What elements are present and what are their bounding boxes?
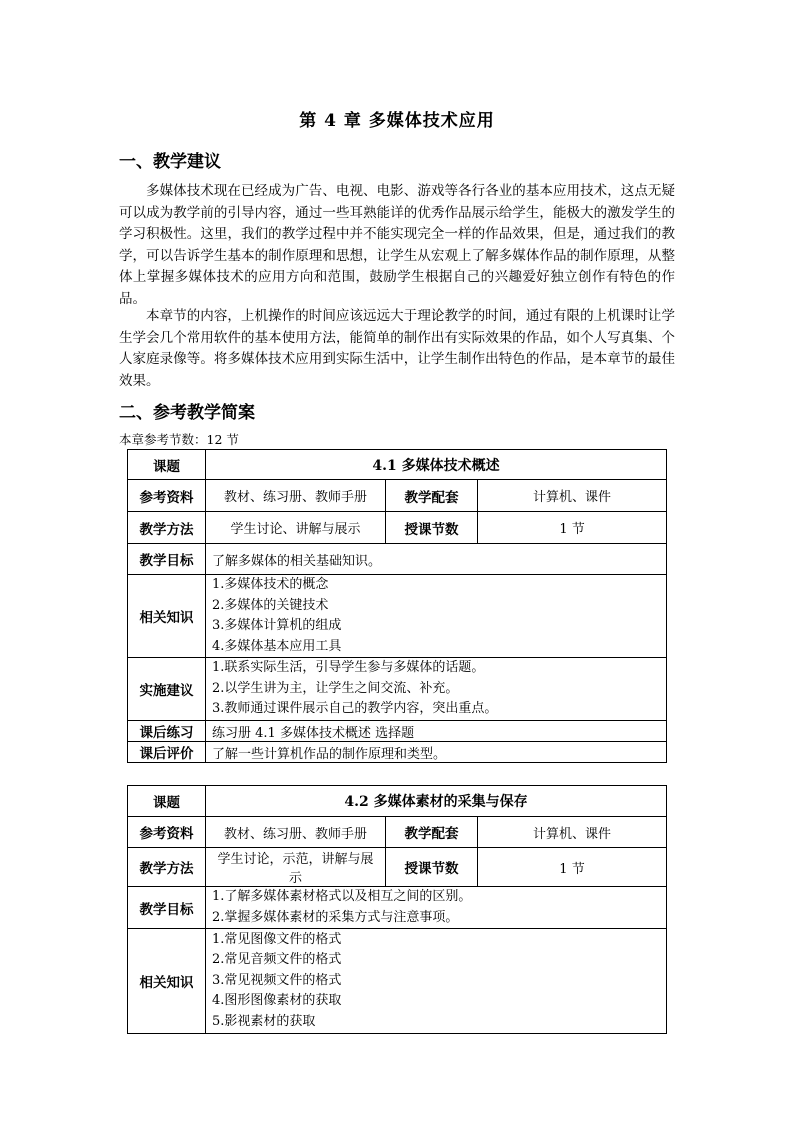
goal-item: 2.掌握多媒体素材的采集方式与注意事项。 bbox=[212, 909, 459, 925]
implementation-item: 1.联系实际生活，引导学生参与多媒体的话题。 bbox=[212, 660, 485, 676]
exercise-value: 练习册 4.1 多媒体技术概述 选择题 bbox=[206, 721, 667, 742]
method-label: 教学方法 bbox=[128, 512, 206, 544]
goal-label: 教学目标 bbox=[128, 887, 206, 929]
knowledge-item: 2.常见音频文件的格式 bbox=[212, 952, 342, 968]
topic-label: 课题 bbox=[128, 450, 206, 480]
implementation-item: 3.教师通过课件展示自己的教学内容，突出重点。 bbox=[212, 701, 498, 717]
lesson-count-note: 本章参考节数：12 节 bbox=[119, 432, 239, 447]
paragraph-2: 本章节的内容，上机操作的时间应该远远大于理论教学的时间，通过有限的上机课时让学生学会几个常用软件的基本使用方法，能简单的制作出有实际效果的作品，如个人写真集、个人家庭录像等。将多媒体技术应用到实际生活中，让学生制作出特色的作品，是本章节的最佳效果。 bbox=[119, 308, 675, 389]
implementation-list bbox=[206, 658, 667, 721]
goal-value: 了解多媒体的相关基础知识。 bbox=[206, 544, 667, 575]
knowledge-item: 3.多媒体计算机的组成 bbox=[212, 618, 342, 633]
hours-label: 授课节数 bbox=[386, 512, 478, 544]
knowledge-item: 1.常见图像文件的格式 bbox=[212, 931, 342, 947]
implementation-item: 2.以学生讲为主，让学生之间交流、补充。 bbox=[212, 680, 459, 696]
chapter-title: 第 4 章 多媒体技术应用 bbox=[299, 111, 495, 131]
knowledge-item: 3.常见视频文件的格式 bbox=[212, 972, 342, 988]
knowledge-list bbox=[206, 929, 667, 1034]
implementation-label: 实施建议 bbox=[128, 658, 206, 721]
equipment-label: 教学配套 bbox=[386, 817, 478, 848]
evaluation-label: 课后评价 bbox=[128, 742, 206, 763]
goal-label: 教学目标 bbox=[128, 544, 206, 575]
exercise-label: 课后练习 bbox=[128, 721, 206, 742]
knowledge-item: 1.多媒体技术的概念 bbox=[212, 577, 329, 592]
hours-value: 1 节 bbox=[478, 512, 667, 544]
knowledge-label: 相关知识 bbox=[128, 575, 206, 658]
hours-value: 1 节 bbox=[478, 848, 667, 887]
reference-label: 参考资料 bbox=[128, 817, 206, 848]
topic-value: 4.2 多媒体素材的采集与保存 bbox=[206, 786, 667, 817]
hours-label: 授课节数 bbox=[386, 848, 478, 887]
paragraph-1: 多媒体技术现在已经成为广告、电视、电影、游戏等各行各业的基本应用技术，这点无疑可以成为教学前的引导内容，通过一些耳熟能详的优秀作品展示给学生，能极大的激发学生的学习积极性。这里，我们的教学过程中并不能实现完全一样的作品效果，但是，通过我们的教学，可以告诉学生基本的制作原理和思想，让学生从宏观上了解多媒体作品的制作原理，从整体上掌握多媒体技术的应用方向和范围，鼓励学生根据自己的兴趣爱好独立创作有特色的作品。 bbox=[119, 183, 675, 307]
topic-label: 课题 bbox=[128, 786, 206, 817]
knowledge-label: 相关知识 bbox=[128, 929, 206, 1034]
reference-label: 参考资料 bbox=[128, 480, 206, 512]
method-value: 学生讨论，示范，讲解与展示 bbox=[206, 848, 386, 887]
goal-item: 1.了解多媒体素材格式以及相互之间的区别。 bbox=[212, 889, 472, 904]
lesson-plan-table-4-1 bbox=[127, 449, 667, 763]
evaluation-value: 了解一些计算机作品的制作原理和类型。 bbox=[206, 742, 667, 763]
section-heading-teaching-advice: 一、教学建议 bbox=[119, 152, 221, 172]
knowledge-item: 5.影视素材的获取 bbox=[212, 1013, 316, 1029]
reference-value: 教材、练习册、教师手册 bbox=[206, 480, 386, 512]
method-value: 学生讨论、讲解与展示 bbox=[206, 512, 386, 544]
method-label: 教学方法 bbox=[128, 848, 206, 887]
lesson-plan-table-4-2 bbox=[127, 785, 667, 1034]
goal-list bbox=[206, 887, 667, 929]
knowledge-item: 4.图形图像素材的获取 bbox=[212, 993, 342, 1009]
knowledge-list bbox=[206, 575, 667, 658]
section-heading-lesson-plan: 二、参考教学简案 bbox=[119, 403, 255, 423]
equipment-value: 计算机、课件 bbox=[478, 817, 667, 848]
reference-value: 教材、练习册、教师手册 bbox=[206, 817, 386, 848]
equipment-label: 教学配套 bbox=[386, 480, 478, 512]
knowledge-item: 4.多媒体基本应用工具 bbox=[212, 638, 342, 654]
knowledge-item: 2.多媒体的关键技术 bbox=[212, 597, 329, 613]
equipment-value: 计算机、课件 bbox=[478, 480, 667, 512]
topic-value: 4.1 多媒体技术概述 bbox=[206, 450, 667, 480]
